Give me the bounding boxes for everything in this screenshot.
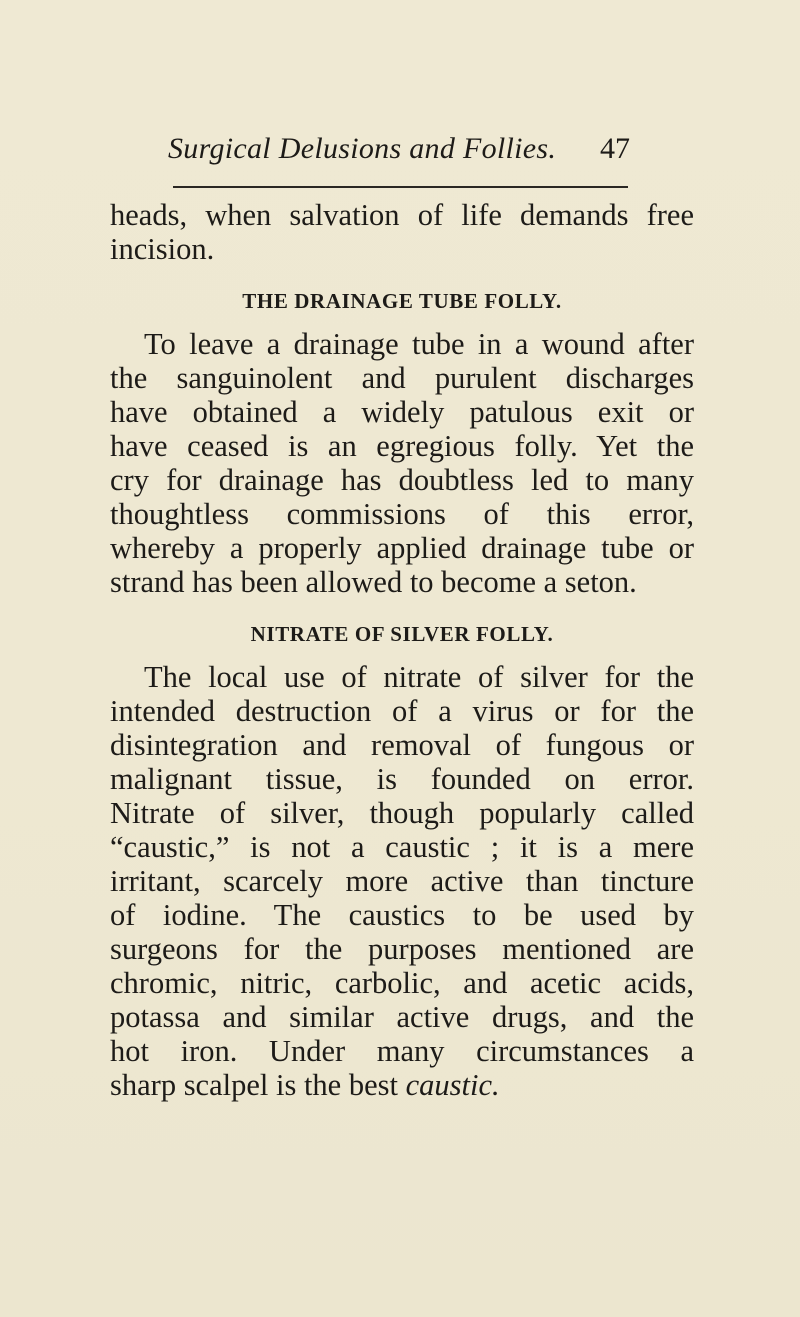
- text-line: surgeons for the purposes mentioned are: [110, 932, 694, 966]
- section-heading-nitrate-of-silver: NITRATE OF SILVER FOLLY.: [250, 622, 554, 646]
- text-line: whereby a properly applied drainage tube or: [110, 531, 694, 565]
- section-heading-drainage-tube: THE DRAINAGE TUBE FOLLY.: [242, 289, 562, 313]
- text-line: “caustic,” is not a caustic ; it is a mere: [110, 830, 694, 864]
- paragraph-drainage-tube: [110, 327, 694, 599]
- text-line-final: [110, 1068, 694, 1102]
- text-line: the sanguinolent and purulent discharges: [110, 361, 694, 395]
- text-line: cry for drainage has doubtless led to many: [110, 463, 694, 497]
- text-line: have obtained a widely patulous exit or: [110, 395, 694, 429]
- text-line: Nitrate of silver, though popularly called: [110, 796, 694, 830]
- text-line: incision.: [110, 232, 215, 266]
- paragraph-continued: [110, 198, 694, 266]
- page-header: [168, 132, 630, 172]
- text-line: strand has been allowed to become a seton.: [110, 565, 637, 599]
- text-line: potassa and similar active drugs, and the: [110, 1000, 694, 1034]
- text-line: hot iron. Under many circumstances a: [110, 1034, 694, 1068]
- text-line: intended destruction of a virus or for the: [110, 694, 694, 728]
- header-rule: [173, 186, 628, 188]
- text-line: thoughtless commissions of this error,: [110, 497, 694, 531]
- text-line: chromic, nitric, carbolic, and acetic acids,: [110, 966, 694, 1000]
- text-line: irritant, scarcely more active than tincture: [110, 864, 694, 898]
- body-text: [110, 198, 694, 1102]
- final-line-emphasis: caustic.: [405, 1068, 500, 1102]
- running-title: Surgical Delusions and Follies.: [168, 132, 557, 165]
- text-line: The local use of nitrate of silver for the: [144, 660, 694, 694]
- page-number: 47: [600, 132, 630, 165]
- text-line: of iodine. The caustics to be used by: [110, 898, 694, 932]
- text-line: disintegration and removal of fungous or: [110, 728, 694, 762]
- text-line: malignant tissue, is founded on error.: [110, 762, 694, 796]
- paragraph-nitrate-of-silver: [110, 660, 694, 1102]
- text-line: To leave a drainage tube in a wound after: [144, 327, 694, 361]
- text-line: heads, when salvation of life demands free: [110, 198, 694, 232]
- text-line: have ceased is an egregious folly. Yet the: [110, 429, 694, 463]
- final-line-text: sharp scalpel is the best: [110, 1068, 406, 1102]
